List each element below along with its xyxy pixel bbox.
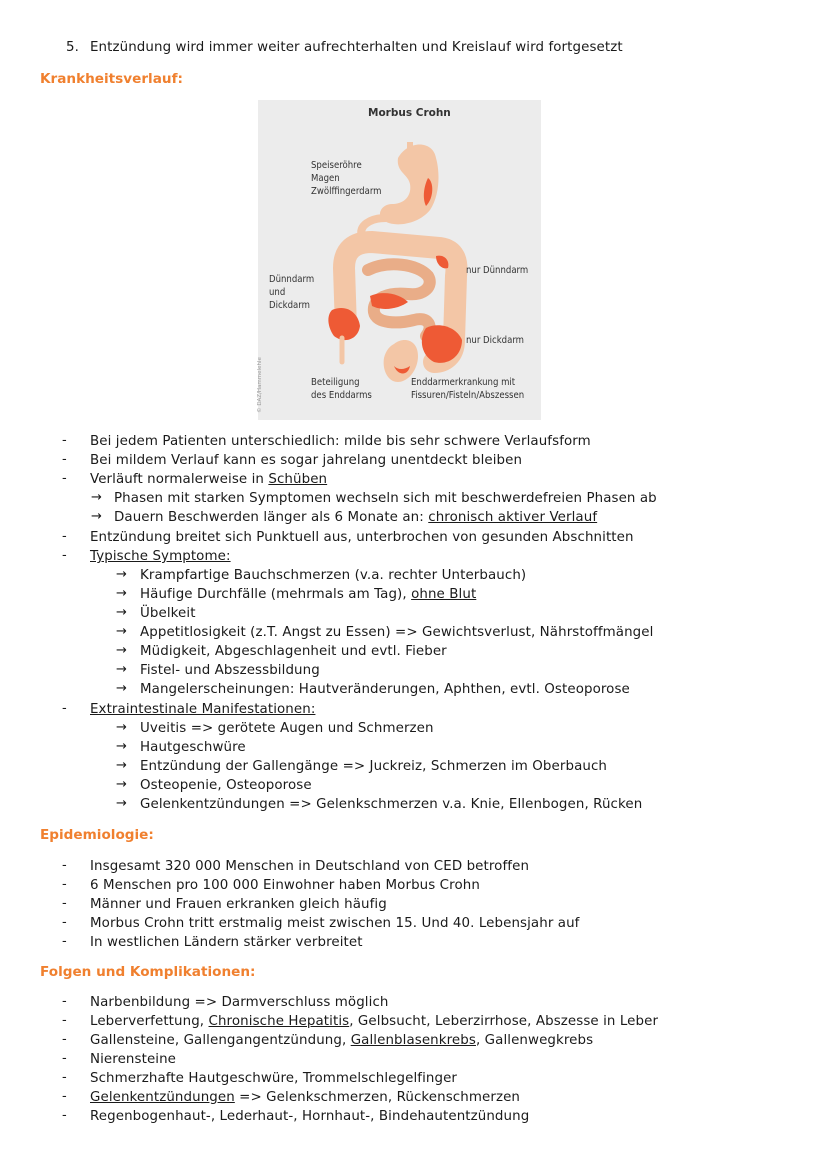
- sub-list-item: Dauern Beschwerden länger als 6 Monate an: chronisch aktiver Verlauf: [114, 510, 598, 525]
- bullet-dash: -: [62, 877, 67, 892]
- arrow-icon: →: [116, 739, 127, 754]
- list-item: Morbus Crohn tritt erstmalig meist zwischen 15. Und 40. Lebensjahr auf: [90, 916, 580, 931]
- list-item: Narbenbildung => Darmverschluss möglich: [90, 995, 389, 1010]
- list-item: Schmerzhafte Hautgeschwüre, Trommelschlegelfinger: [90, 1071, 458, 1086]
- manifestation-item: Entzündung der Gallengänge => Juckreiz, Schmerzen im Oberbauch: [140, 759, 608, 774]
- list-item: 6 Menschen pro 100 000 Einwohner haben Morbus Crohn: [90, 878, 480, 893]
- section-heading-krankheitsverlauf: Krankheitsverlauf:: [40, 71, 183, 87]
- manifestation-item: Uveitis => gerötete Augen und Schmerzen: [140, 721, 434, 736]
- bullet-dash: -: [62, 896, 67, 911]
- bullet-dash: -: [62, 1089, 67, 1104]
- digestive-tract-illustration: [258, 100, 541, 420]
- bullet-dash: -: [62, 858, 67, 873]
- section-heading-folgen: Folgen und Komplikationen:: [40, 964, 256, 980]
- list-item: Entzündung breitet sich Punktuell aus, unterbrochen von gesunden Abschnitten: [90, 530, 634, 545]
- figure-copyright: © DAZ/Hammelehle: [256, 357, 263, 413]
- sub-list-item: Phasen mit starken Symptomen wechseln sich mit beschwerdefreien Phasen ab: [114, 491, 657, 506]
- arrow-icon: →: [116, 624, 127, 639]
- list-item: Regenbogenhaut-, Lederhaut-, Hornhaut-, Bindehautentzündung: [90, 1109, 530, 1124]
- symptom-item: Müdigkeit, Abgeschlagenheit und evtl. Fieber: [140, 644, 447, 659]
- bullet-dash: -: [62, 915, 67, 930]
- arrow-icon: →: [116, 567, 127, 582]
- arrow-icon: →: [91, 490, 102, 505]
- morbus-crohn-figure: [258, 100, 541, 420]
- arrow-icon: →: [116, 643, 127, 658]
- arrow-icon: →: [116, 777, 127, 792]
- list-item: Gallensteine, Gallengangentzündung, Gallenblasenkrebs, Gallenwegkrebs: [90, 1033, 594, 1048]
- symptom-item: Mangelerscheinungen: Hautveränderungen, Aphthen, evtl. Osteoporose: [140, 682, 630, 697]
- arrow-icon: →: [116, 605, 127, 620]
- symptom-item: Fistel- und Abszessbildung: [140, 663, 320, 678]
- section-heading-epidemiologie: Epidemiologie:: [40, 827, 154, 843]
- arrow-icon: →: [116, 662, 127, 677]
- list-item: Nierensteine: [90, 1052, 177, 1067]
- bullet-dash: -: [62, 433, 67, 448]
- figure-label-nur-dickdarm: nur Dickdarm: [466, 335, 525, 346]
- arrow-icon: →: [91, 509, 102, 524]
- bullet-dash: -: [62, 1032, 67, 1047]
- arrow-icon: →: [116, 720, 127, 735]
- bullet-dash: -: [62, 452, 67, 467]
- arrow-icon: →: [116, 681, 127, 696]
- list-number: 5.: [66, 40, 79, 55]
- list-item-heading: Typische Symptome:: [90, 549, 231, 564]
- list-item: Männer und Frauen erkranken gleich häufig: [90, 897, 387, 912]
- symptom-item: Häufige Durchfälle (mehrmals am Tag), ohne Blut: [140, 587, 477, 602]
- figure-label-duenn-dick: Dünndarm und Dickdarm: [269, 274, 315, 311]
- manifestation-item: Hautgeschwüre: [140, 740, 246, 755]
- figure-title: Morbus Crohn: [368, 107, 451, 119]
- top-item-text: Entzündung wird immer weiter aufrechterhalten und Kreislauf wird fortgesetzt: [90, 40, 623, 55]
- figure-label-nur-duenndarm: nur Dünndarm: [466, 265, 529, 276]
- list-item: Verläuft normalerweise in Schüben: [90, 472, 328, 487]
- bullet-dash: -: [62, 701, 67, 716]
- bullet-dash: -: [62, 1070, 67, 1085]
- list-item-heading: Extraintestinale Manifestationen:: [90, 702, 316, 717]
- bullet-dash: -: [62, 1013, 67, 1028]
- bullet-dash: -: [62, 994, 67, 1009]
- arrow-icon: →: [116, 586, 127, 601]
- bullet-dash: -: [62, 548, 67, 563]
- arrow-icon: →: [116, 758, 127, 773]
- bullet-dash: -: [62, 1108, 67, 1123]
- figure-label-upper: Speiseröhre Magen Zwölffingerdarm: [311, 160, 382, 197]
- list-item: Bei mildem Verlauf kann es sogar jahrelang unentdeckt bleiben: [90, 453, 523, 468]
- figure-label-enddarm: Beteiligung des Enddarms: [311, 377, 372, 401]
- symptom-item: Krampfartige Bauchschmerzen (v.a. rechter Unterbauch): [140, 568, 527, 583]
- bullet-dash: -: [62, 529, 67, 544]
- bullet-dash: -: [62, 471, 67, 486]
- arrow-icon: →: [116, 796, 127, 811]
- list-item: In westlichen Ländern stärker verbreitet: [90, 935, 363, 950]
- symptom-item: Übelkeit: [140, 606, 196, 621]
- list-item: Gelenkentzündungen => Gelenkschmerzen, Rückenschmerzen: [90, 1090, 520, 1105]
- manifestation-item: Osteopenie, Osteoporose: [140, 778, 312, 793]
- list-item: Insgesamt 320 000 Menschen in Deutschland von CED betroffen: [90, 859, 530, 874]
- figure-label-enddarmerkrankung: Enddarmerkrankung mit Fissuren/Fisteln/Abszessen: [411, 377, 525, 401]
- bullet-dash: -: [62, 934, 67, 949]
- list-item: Bei jedem Patienten unterschiedlich: milde bis sehr schwere Verlaufsform: [90, 434, 591, 449]
- symptom-item: Appetitlosigkeit (z.T. Angst zu Essen) => Gewichtsverlust, Nährstoffmängel: [140, 625, 654, 640]
- bullet-dash: -: [62, 1051, 67, 1066]
- list-item: Leberverfettung, Chronische Hepatitis, Gelbsucht, Leberzirrhose, Abszesse in Leber: [90, 1014, 659, 1029]
- manifestation-item: Gelenkentzündungen => Gelenkschmerzen v.a. Knie, Ellenbogen, Rücken: [140, 797, 643, 812]
